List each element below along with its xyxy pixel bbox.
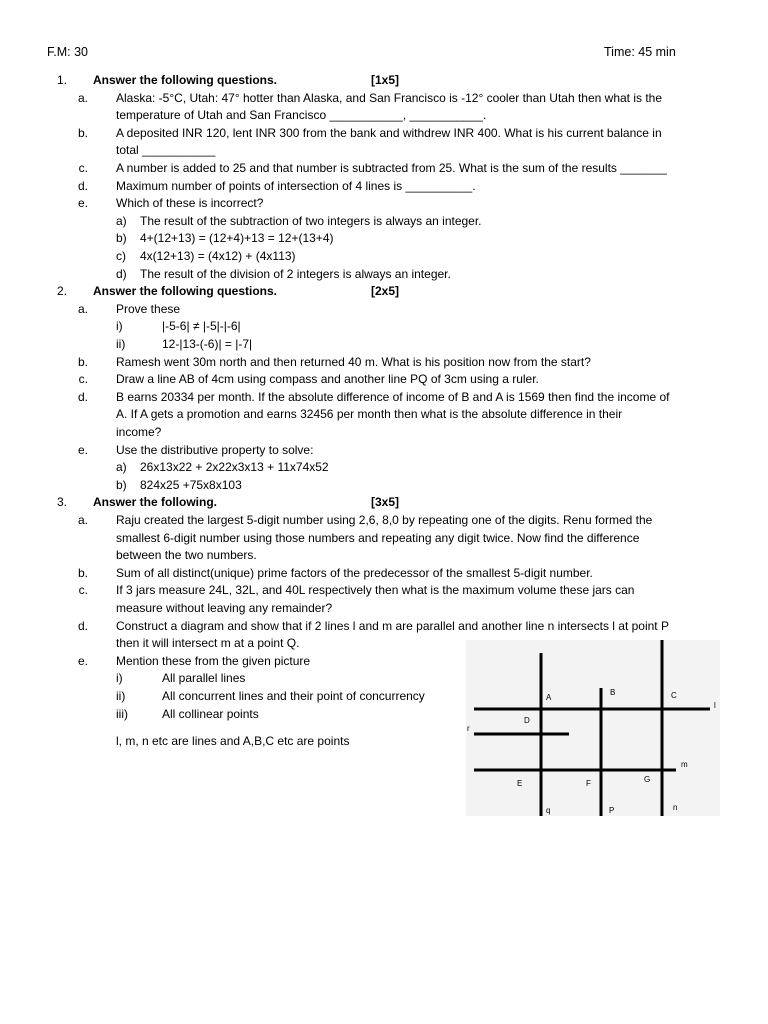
point-label-c: C xyxy=(671,691,677,700)
item-text: A number is added to 25 and that number is subtracted from 25. What is the sum of the results _______ xyxy=(116,161,667,175)
item-text: between the two numbers. xyxy=(116,548,257,563)
item-text: A deposited INR 120, lent INR 300 from the bank and withdrew INR 400. What is his current balance in xyxy=(116,125,662,140)
item-text: smallest 6-digit number using those numbers and repeating any digit twice. Now find the difference xyxy=(116,530,640,545)
item-text: Mention these from the given picture xyxy=(116,653,311,668)
item-label: c. xyxy=(78,583,88,598)
item-text: A. If A gets a promotion and earns 32456 per month then what is the absolute difference in their xyxy=(116,407,623,422)
item-label: d. xyxy=(77,618,88,633)
point-label-g: G xyxy=(644,775,651,784)
item-text: then it will intersect m at a point Q. xyxy=(116,636,300,651)
item-label: c. xyxy=(78,161,88,175)
question-marks: [3x5] xyxy=(371,495,400,510)
sub-item-text: The result of the division of 2 integers is always an integer. xyxy=(140,266,451,281)
item-label: e. xyxy=(77,653,88,668)
item-text: Sum of all distinct(unique) prime factors of the predecessor of the smallest 5-digit number. xyxy=(116,565,593,580)
sub-item-text: 26x13x22 + 2x22x3x13 + 11x74x52 xyxy=(140,460,329,475)
sub-item-label: i) xyxy=(116,671,123,686)
question-title: Answer the following. xyxy=(93,495,218,510)
point-label-d: D xyxy=(524,716,530,725)
sub-item-text: All parallel lines xyxy=(162,671,246,686)
question-marks: [1x5] xyxy=(371,73,400,87)
sub-item-label: i) xyxy=(116,319,123,334)
sub-item-label: b) xyxy=(116,231,127,246)
question-marks: [2x5] xyxy=(371,284,400,299)
sub-item-label: d) xyxy=(116,266,127,281)
point-label-p: P xyxy=(609,806,615,815)
sub-item-label: a) xyxy=(116,213,127,228)
item-text: B earns 20334 per month. If the absolute difference of income of B and A is 1569 then find the income of xyxy=(116,389,670,404)
line-label-r: r xyxy=(467,724,470,733)
item-text: If 3 jars measure 24L, 32L, and 40L respectively then what is the maximum volume these jars can xyxy=(116,583,635,598)
sub-item-text: All collinear points xyxy=(162,706,259,721)
item-text: Draw a line AB of 4cm using compass and another line PQ of 3cm using a ruler. xyxy=(116,372,539,387)
figure-footnote: l, m, n etc are lines and A,B,C etc are points xyxy=(116,734,350,748)
item-label: d. xyxy=(77,178,88,193)
sub-item-text: The result of the subtraction of two integers is always an integer. xyxy=(140,213,482,228)
item-text: temperature of Utah and San Francisco ___________, ___________. xyxy=(116,108,487,123)
item-text: Use the distributive property to solve: xyxy=(116,442,314,457)
item-text: Construct a diagram and show that if 2 lines l and m are parallel and another line n intersects l at point P xyxy=(116,618,669,633)
item-text: Which of these is incorrect? xyxy=(116,196,264,211)
sub-item-label: a) xyxy=(116,460,127,475)
point-label-a: A xyxy=(546,693,552,702)
question-number: 2. xyxy=(56,284,67,299)
item-label: b. xyxy=(77,125,88,140)
sub-item-label: ii) xyxy=(116,689,126,703)
sub-item-text: 4x(12+13) = (4x12) + (4x113) xyxy=(140,249,296,263)
sub-item-text: 12-|13-(-6)| = |-7| xyxy=(162,337,253,351)
item-text: total ___________ xyxy=(116,143,216,158)
sub-item-label: b) xyxy=(116,477,127,492)
item-label: b. xyxy=(77,565,88,580)
sub-item-text: All concurrent lines and their point of concurrency xyxy=(162,689,425,703)
item-label: e. xyxy=(77,442,88,457)
point-label-f: F xyxy=(586,779,591,788)
question-title: Answer the following questions. xyxy=(93,284,278,299)
item-label: b. xyxy=(77,354,88,369)
question-title: Answer the following questions. xyxy=(93,73,278,87)
line-label-n: n xyxy=(673,803,678,812)
sub-item-label: ii) xyxy=(116,337,126,351)
question-number: 3. xyxy=(56,495,67,510)
item-label: c. xyxy=(78,372,88,387)
time-limit: Time: 45 min xyxy=(604,45,676,59)
sub-item-label: iii) xyxy=(116,706,128,721)
item-text: Maximum number of points of intersection of 4 lines is __________. xyxy=(116,178,476,193)
line-label-q: q xyxy=(546,806,551,815)
item-text: Ramesh went 30m north and then returned 40 m. What is his position now from the start? xyxy=(116,354,591,369)
lines-figure xyxy=(466,640,720,816)
item-text: measure without leaving any remainder? xyxy=(116,601,333,615)
item-label: d. xyxy=(77,389,88,404)
item-text: Raju created the largest 5-digit number using 2,6, 8,0 by repeating one of the digits. Renu formed the xyxy=(116,513,653,527)
question-number: 1. xyxy=(56,73,67,87)
sub-item-text: |-5-6| ≠ |-5|-|-6| xyxy=(162,319,241,334)
item-label: a. xyxy=(77,301,88,316)
item-label: a. xyxy=(77,90,88,105)
item-text: Prove these xyxy=(116,301,181,316)
point-label-b: B xyxy=(610,688,616,697)
full-marks: F.M: 30 xyxy=(47,45,88,59)
item-label: a. xyxy=(77,513,88,527)
item-label: e. xyxy=(77,196,88,211)
sub-item-text: 4+(12+13) = (12+4)+13 = 12+(13+4) xyxy=(140,231,334,246)
line-label-l: l xyxy=(714,701,716,710)
sub-item-label: c) xyxy=(116,249,126,263)
point-label-e: E xyxy=(517,779,523,788)
item-text: Alaska: -5°C, Utah: 47° hotter than Alaska, and San Francisco is -12° cooler than Utah then what is the xyxy=(116,90,663,105)
sub-item-text: 824x25 +75x8x103 xyxy=(140,477,242,492)
line-label-m: m xyxy=(681,760,688,769)
item-text: income? xyxy=(116,425,162,439)
